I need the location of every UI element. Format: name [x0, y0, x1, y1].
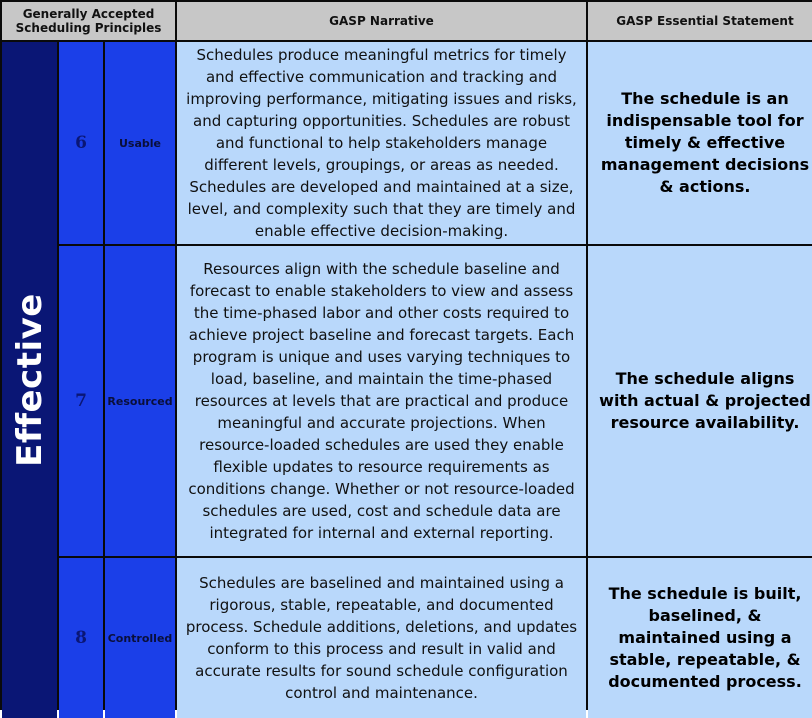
narrative-text: Schedules produce meaningful metrics for timely and effective communication and tracking and improving performance, mitigating issues and risks, and capturing opportunities. Schedules are robust and functional to help stakeholders manage different levels, groupings, or areas as needed. Schedules are developed and maintained at a size, level, and complexity such that they are timely and enable effective decision-making.	[186, 46, 577, 240]
principle-number: 7	[59, 246, 103, 556]
principle-number: 6	[59, 42, 103, 244]
essential-statement	[588, 42, 812, 244]
header-principles	[2, 2, 175, 40]
principle-name: Controlled	[105, 558, 175, 718]
principle-narrative	[177, 246, 586, 556]
principle-name: Usable	[105, 42, 175, 244]
principle-narrative	[177, 558, 586, 718]
essential-statement	[588, 246, 812, 556]
header-narrative: GASP Narrative	[177, 2, 586, 40]
principle-narrative	[177, 42, 586, 244]
narrative-text: Schedules are baselined and maintained using a rigorous, stable, repeatable, and documented process. Schedule additions, deletions, and updates conform to this process and result in valid and accurate results for sound schedule configuration control and maintenance.	[185, 574, 578, 702]
header-principles-line1: Generally Accepted	[22, 7, 155, 21]
header-essential-statement: GASP Essential Statement	[588, 2, 812, 40]
principle-name: Resourced	[105, 246, 175, 556]
principle-number: 8	[59, 558, 103, 718]
header-principles-line2: Scheduling Principles	[15, 21, 162, 35]
essential-text: The schedule is built, baselined, & maintained using a stable, repeatable, & documented process.	[608, 584, 802, 691]
category-label: Effective	[9, 293, 50, 467]
category-band	[2, 42, 57, 718]
narrative-text: Resources align with the schedule baseline and forecast to enable stakeholders to view and assess the time-phased labor and other costs required to achieve project baseline and forecast targets. Each program is unique and uses varying techniques to load, baseline, and maintain the time-phased resources at levels that are practical and produce meaningful and accurate projections. When resource-loaded schedules are used they enable flexible updates to resource requirements as conditions change. Whether or not resource-loaded schedules are used, cost and schedule data are integrated for internal and external reporting.	[188, 260, 575, 542]
essential-text: The schedule aligns with actual & projected resource availability.	[599, 369, 811, 432]
essential-text: The schedule is an indispensable tool for timely & effective management decisions & actions.	[600, 89, 810, 196]
essential-statement	[588, 558, 812, 718]
